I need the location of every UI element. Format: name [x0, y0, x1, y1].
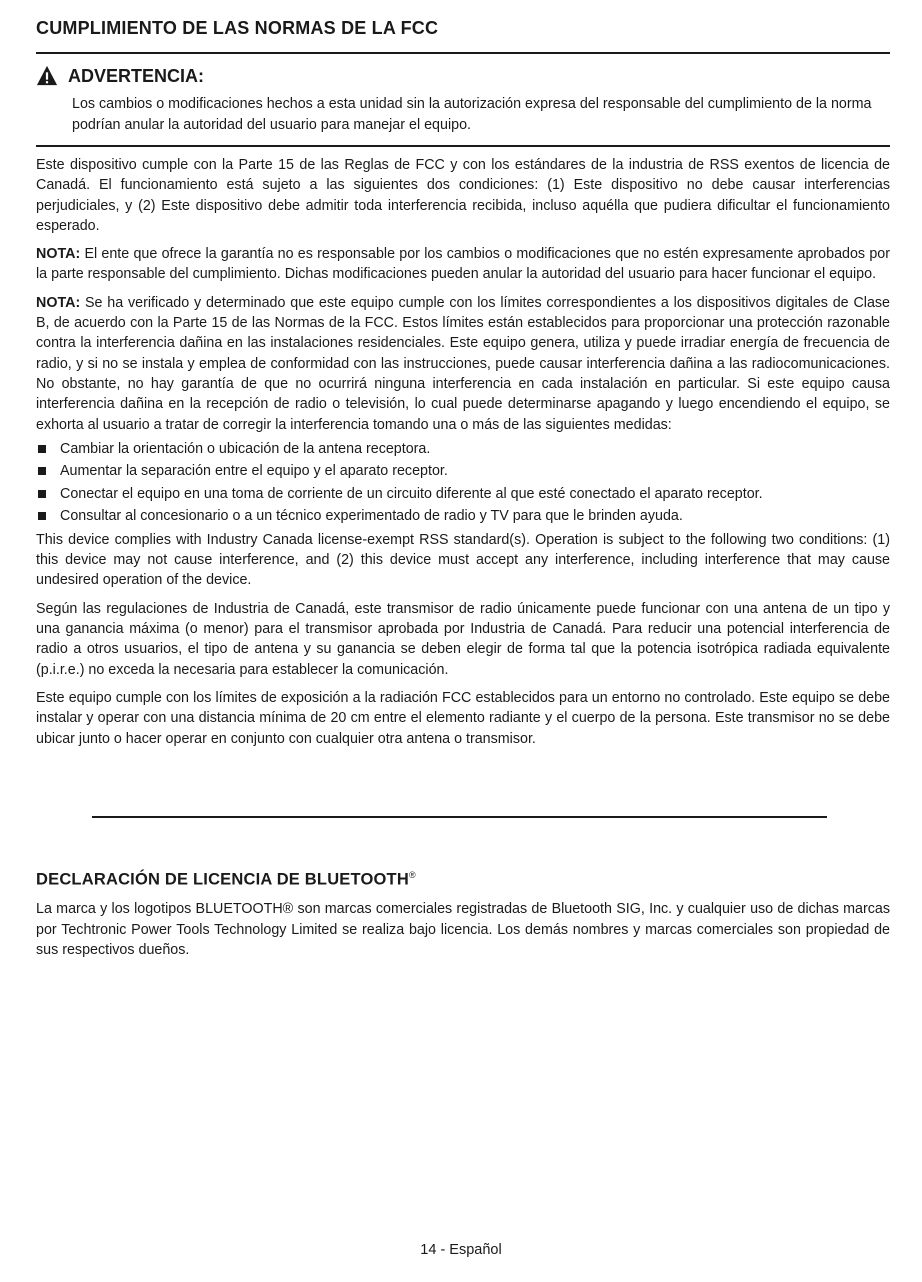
section-title-fcc: CUMPLIMIENTO DE LAS NORMAS DE LA FCC: [36, 18, 439, 38]
document-page: [36, 18, 890, 960]
warning-header: [36, 64, 890, 88]
note-paragraph-1: [36, 244, 890, 285]
note-paragraph-2: [36, 293, 890, 435]
list-item: Consultar al concesionario o a un técnico experimentado de radio y TV para que le brinden ayuda.: [36, 505, 890, 528]
paragraph-industry-canada-en: This device complies with Industry Canada license-exempt RSS standard(s). Operation is subject to the following two conditions: (1) this device may not cause interference, and (2) this device must accept any interference, including interference that may cause undesired operation of the device.: [36, 531, 890, 589]
paragraph-industry-canada-es: Según las regulaciones de Industria de Canadá, este transmisor de radio únicamente puede funcionar con una antena de un tipo y una ganancia máxima (o menor) para el transmisor aprobada por Industria de Canadá. Para reducir una potencial interferencia de radio a otros usuarios, el tipo de antena y su ganancia se deben elegir de forma tal que la potencia isotrópica radiada equivalente (p.i.r.e.) no exceda la necesaria para establecer la comunicación.: [36, 600, 890, 678]
title-rule: [36, 52, 890, 54]
list-item: Aumentar la separación entre el equipo y el aparato receptor.: [36, 460, 890, 483]
page-number: 14 - Español: [420, 1242, 502, 1258]
note-text: Se ha verificado y determinado que este equipo cumple con los límites correspondientes a los dispositivos digitales de Clase B, de acuerdo con la Parte 15 de las Normas de la FCC. Estos límites están establecidos para proporcionar una protección razonable contra la interferencia dañina en las instalaciones residenciales. Este equipo genera, utiliza y puede irradiar energía de frecuencia de radio, y si no se instala y emplea de conformidad con las instrucciones, puede causar interferencia dañina a las radiocomunicaciones. No obstante, no hay garantía de que no ocurrirá ninguna interferencia en cada instalación en particular. Si este equipo causa interferencia dañina en la recepción de radio o televisión, lo cual puede determinarse apagando y luego encendiendo el equipo, se exhorta al usuario a tratar de corregir la interferencia tomando una o más de las siguientes medidas:: [36, 294, 890, 433]
warning-text: Los cambios o modificaciones hechos a esta unidad sin la autorización expresa del responsable del cumplimiento de la norma podrían anular la autoridad del usuario para manejar el equipo.: [72, 96, 872, 133]
paragraph-rf-exposure: Este equipo cumple con los límites de exposición a la radiación FCC establecidos para un entorno no controlado. Este equipo se debe instalar y operar con una distancia mínima de 20 cm entre el elemento radiante y el cuerpo de la persona. Este transmisor no se debe ubicar junto o hacer operar en conjunto con cualquier otra antena o transmisor.: [36, 689, 890, 747]
section-title-bluetooth: DECLARACIÓN DE LICENCIA DE BLUETOOTH®: [36, 869, 416, 889]
warning-triangle-icon: [36, 65, 58, 87]
section-separator: [92, 816, 827, 818]
paragraph-bluetooth: La marca y los logotipos BLUETOOTH® son marcas comerciales registradas de Bluetooth SIG, Inc. y cualquier uso de dichas marcas por Techtronic Power Tools Technology Limited se realiza bajo licencia. Los demás nombres y marcas comerciales son propiedad de sus respectivos dueños.: [36, 901, 890, 958]
list-item: Conectar el equipo en una toma de corriente de un circuito diferente al que esté conectado el aparato receptor.: [36, 483, 890, 506]
note-label: NOTA:: [36, 294, 81, 311]
registered-mark: ®: [408, 869, 416, 880]
paragraph-fcc-part15: Este dispositivo cumple con la Parte 15 de las Reglas de FCC y con los estándares de la industria de RSS exentos de licencia de Canadá. El funcionamiento está sujeto a las siguientes dos condiciones: (1) Este dispositivo no debe causar interferencias perjudiciales, y (2) Este dispositivo debe admitir toda interferencia recibida, incluso aquélla que pudiera dificultar el funcionamiento esperado.: [36, 157, 890, 234]
warning-rule: [36, 145, 890, 147]
note-text: El ente que ofrece la garantía no es responsable por los cambios o modificaciones que no estén expresamente aprobados por la parte responsable del cumplimiento. Dichas modificaciones pueden anular la autoridad del usuario para hacer funcionar el equipo.: [36, 246, 890, 283]
measures-list: [36, 438, 890, 528]
note-label: NOTA:: [36, 246, 81, 263]
list-item: Cambiar la orientación o ubicación de la antena receptora.: [36, 438, 890, 461]
warning-title: ADVERTENCIA:: [68, 65, 205, 86]
